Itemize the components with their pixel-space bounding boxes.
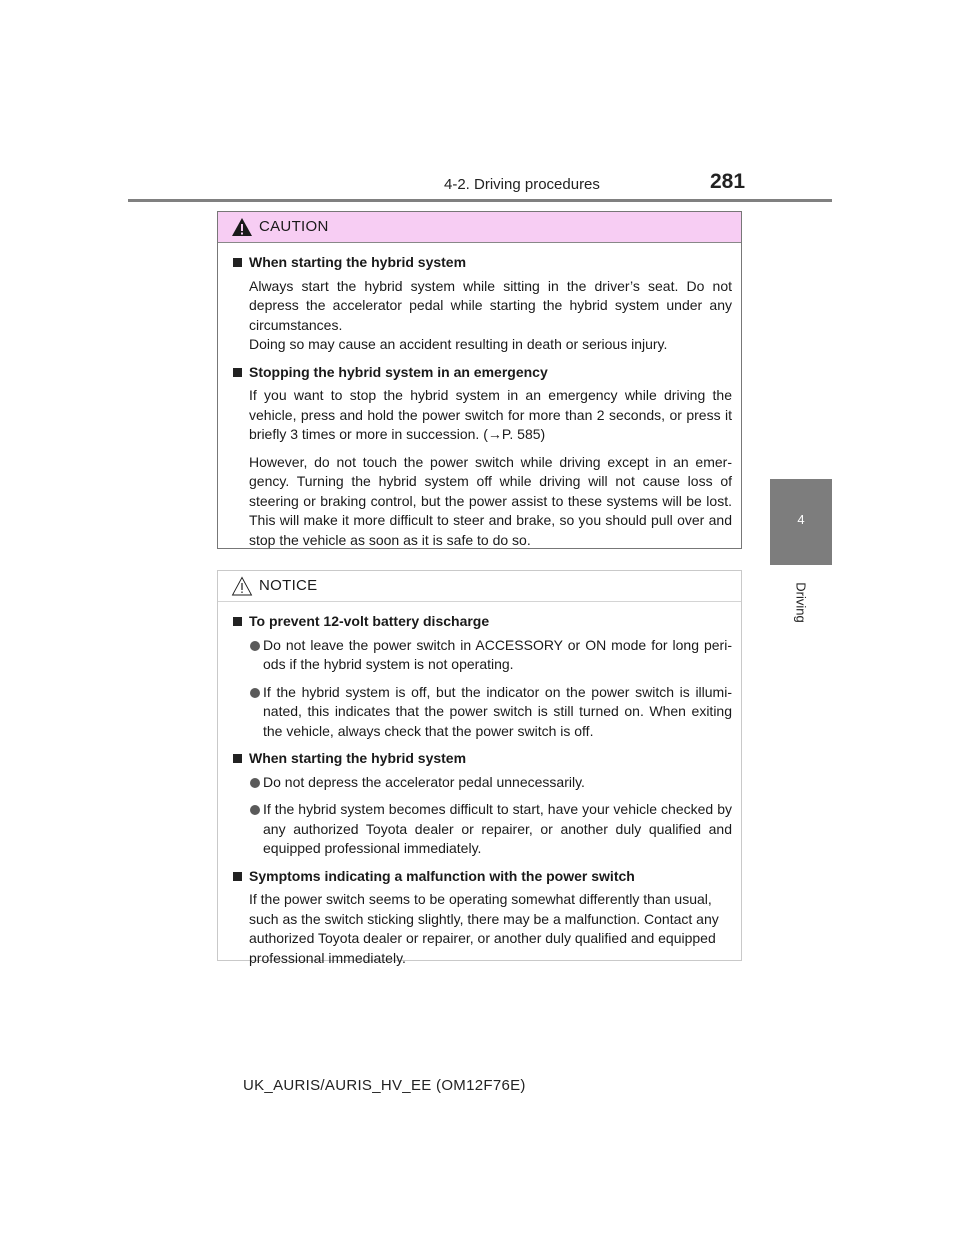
caution-paragraph: However, do not touch the power switch while driving except in an emer-gency. Turning the hybrid system off while driving will not cause loss of steering or braking control, but the power assist to these systems will be lost. This will make it more difficult to steer and brake, so you should pull over and stop the vehicle as soon as it is safe to do so. [249, 453, 732, 548]
notice-item-battery [227, 612, 732, 741]
notice-title: NOTICE [259, 577, 318, 594]
notice-item-heading: Symptoms indicating a malfunction with the power switch [249, 867, 635, 884]
square-bullet-icon [233, 754, 242, 763]
caution-paragraph: If you want to stop the hybrid system in an emergency while driving the vehicle, press and hold the power switch for more than 2 seconds, or press it briefly 3 times or more in succession. (→P. 585) [249, 387, 732, 442]
warning-filled-icon [231, 217, 253, 237]
square-bullet-icon [233, 258, 242, 267]
caution-body [218, 243, 741, 550]
notice-paragraph: If the power switch seems to be operating somewhat differently than usual, such as the switch sticking slightly, there may be a malfunction. Contact any authorized Toyota dealer or repairer, or another duly qualified and equipped professional immediately. [249, 891, 719, 966]
round-bullet-icon [250, 805, 260, 815]
notice-bullet: Do not leave the power switch in ACCESSORY or ON mode for long peri-ods if the hybrid system is not operating. [249, 636, 732, 675]
section-title: 4-2. Driving procedures [444, 176, 600, 193]
page-number: 281 [710, 170, 746, 193]
chapter-tab[interactable] [770, 479, 832, 565]
caution-item-heading: Stopping the hybrid system in an emergency [249, 363, 548, 380]
caution-item-emergency [227, 363, 732, 551]
notice-item-heading: When starting the hybrid system [249, 750, 467, 766]
notice-bullet: If the hybrid system is off, but the indicator on the power switch is illumi-nated, this indicates that the power switch is still turned on. When exiting the vehicle, always check that the power switch is off. [249, 683, 732, 742]
header-divider [128, 199, 832, 202]
caution-header [218, 212, 741, 243]
square-bullet-icon [233, 872, 242, 881]
square-bullet-icon [233, 368, 242, 377]
caution-title: CAUTION [259, 218, 329, 235]
caution-item-starting [227, 253, 732, 355]
caution-paragraph: Always start the hybrid system while sitting in the driver’s seat. Do not depress the accelerator pedal while starting the hybrid system under any circumstances. [249, 277, 732, 333]
caution-paragraph: Doing so may cause an accident resulting in death or serious injury. [249, 336, 668, 352]
document-code: UK_AURIS/AURIS_HV_EE (OM12F76E) [243, 1077, 526, 1094]
caution-box [217, 211, 742, 549]
round-bullet-icon [250, 641, 260, 651]
notice-bullet: If the hybrid system becomes difficult to start, have your vehicle checked by any authorized Toyota dealer or repairer, or another duly qualified and equipped professional immediately. [249, 800, 732, 859]
notice-item-heading: To prevent 12-volt battery discharge [249, 613, 490, 629]
notice-header [218, 571, 741, 602]
chapter-number: 4 [797, 512, 805, 527]
notice-body [218, 602, 741, 968]
notice-item-starting [227, 749, 732, 859]
round-bullet-icon [250, 688, 260, 698]
caution-item-heading: When starting the hybrid system [249, 254, 467, 270]
notice-bullet: Do not depress the accelerator pedal unnecessarily. [249, 773, 732, 793]
warning-outline-icon [231, 576, 253, 596]
chapter-label: Driving [793, 582, 809, 623]
notice-item-malfunction [227, 867, 732, 969]
notice-box [217, 570, 742, 966]
round-bullet-icon [250, 778, 260, 788]
square-bullet-icon [233, 617, 242, 626]
